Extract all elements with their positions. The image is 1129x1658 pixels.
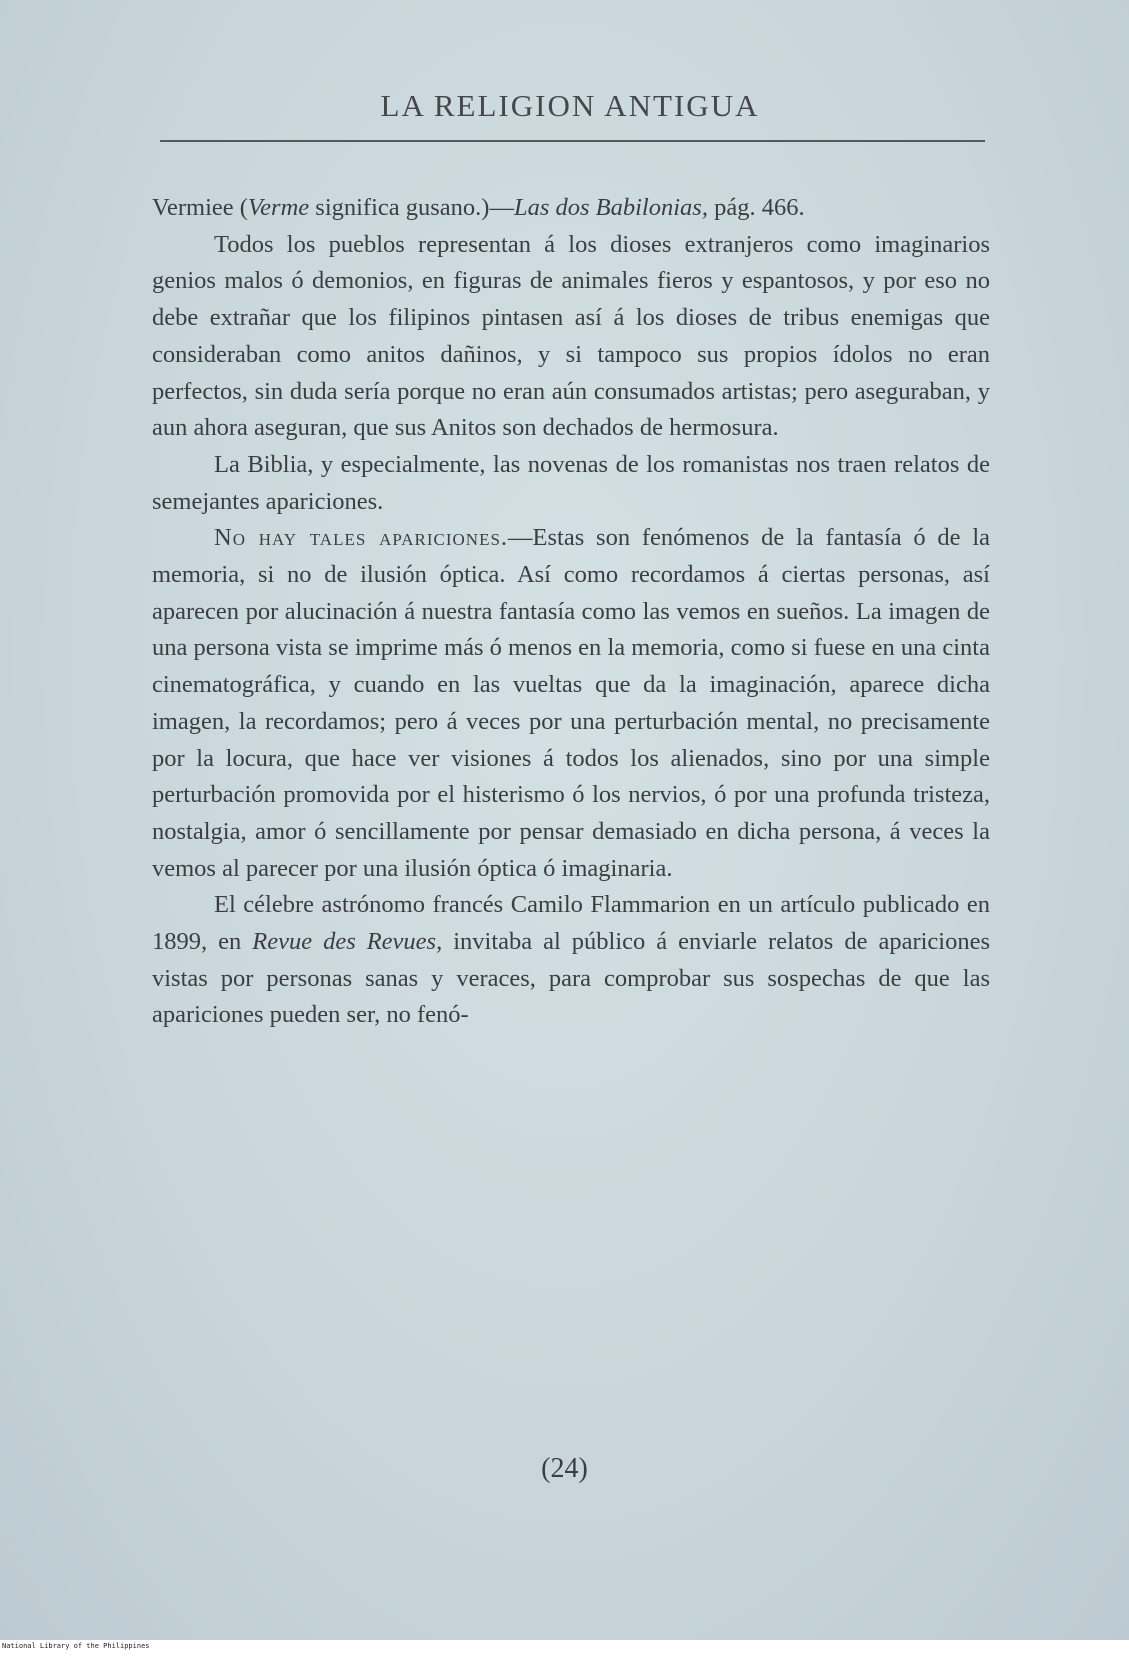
- smallcaps-heading-run: No hay tales apariciones.: [214, 524, 509, 552]
- text-run: significa gusano.)—: [309, 194, 514, 221]
- text-run: invitaba al público á enviarle relatos de apariciones vistas por personas sanas y veraces, para comprobar sus sospechas de que las apariciones pueden ser, no fenó-: [152, 928, 990, 1029]
- paragraph-biblia: [152, 447, 990, 520]
- paragraph-dioses-extranjeros: [152, 227, 990, 447]
- paragraph-no-hay-tales-apariciones: [152, 520, 990, 887]
- header-rule: [160, 140, 985, 142]
- text-run: La Biblia, y especialmente, las novenas de los romanistas nos traen relatos de semejantes apariciones.: [152, 450, 990, 515]
- paragraph-flammarion: [152, 887, 990, 1034]
- paragraph-continuation: [152, 190, 990, 227]
- italic-run: Revue des Revues,: [252, 928, 443, 956]
- italic-run: Las dos Babilonias,: [513, 194, 708, 221]
- text-run: El célebre astrónomo francés Camilo Flammarion en un artículo publicado en 1899, en: [152, 891, 990, 956]
- running-title: LA RELIGION ANTIGUA: [380, 88, 760, 123]
- text-run: Todos los pueblos representan á los dioses extranjeros como imaginarios genios malos ó demonios, en figuras de animales fieros y espantosos, y por eso no debe extrañar que los filipinos pintasen así á los dioses de tribus enemigas que consideraban como anitos dañinos, y si tampoco sus propios ídolos no eran perfectos, sin duda sería porque no eran aún consumados artistas; pero aseguraban, y aun ahora aseguran, que sus Anitos son dechados de hermosura.: [152, 230, 990, 442]
- text-run: —Estas son fenómenos de la fantasía ó de la memoria, si no de ilusión óptica. Así como recordamos á ciertas personas, así aparecen por alucinación á nuestra fantasía como las vemos en sueños. La imagen de una persona vista se imprime más ó menos en la memoria, como si fuese en una cinta cinematográfica, y cuando en las vueltas que da la imaginación, aparece dicha imagen, la recordamos; pero á veces por una perturbación mental, no precisamente por la locura, que hace ver visiones á todos los alienados, sino por una simple perturbación promovida por el histerismo ó los nervios, ó por una profunda tristeza, nostalgia, amor ó sencillamente por pensar demasiado en dicha persona, á veces la vemos al parecer por una ilusión óptica ó imaginaria.: [152, 524, 990, 882]
- scan-credit-strip: [0, 1640, 1129, 1658]
- text-run: Vermiee (: [152, 194, 248, 221]
- page-number: (24): [541, 1453, 588, 1484]
- italic-run: Verme: [247, 194, 310, 221]
- library-credit: National Library of the Philippines: [2, 1642, 150, 1650]
- text-run: pág. 466.: [707, 194, 805, 221]
- body-text: [152, 190, 990, 1034]
